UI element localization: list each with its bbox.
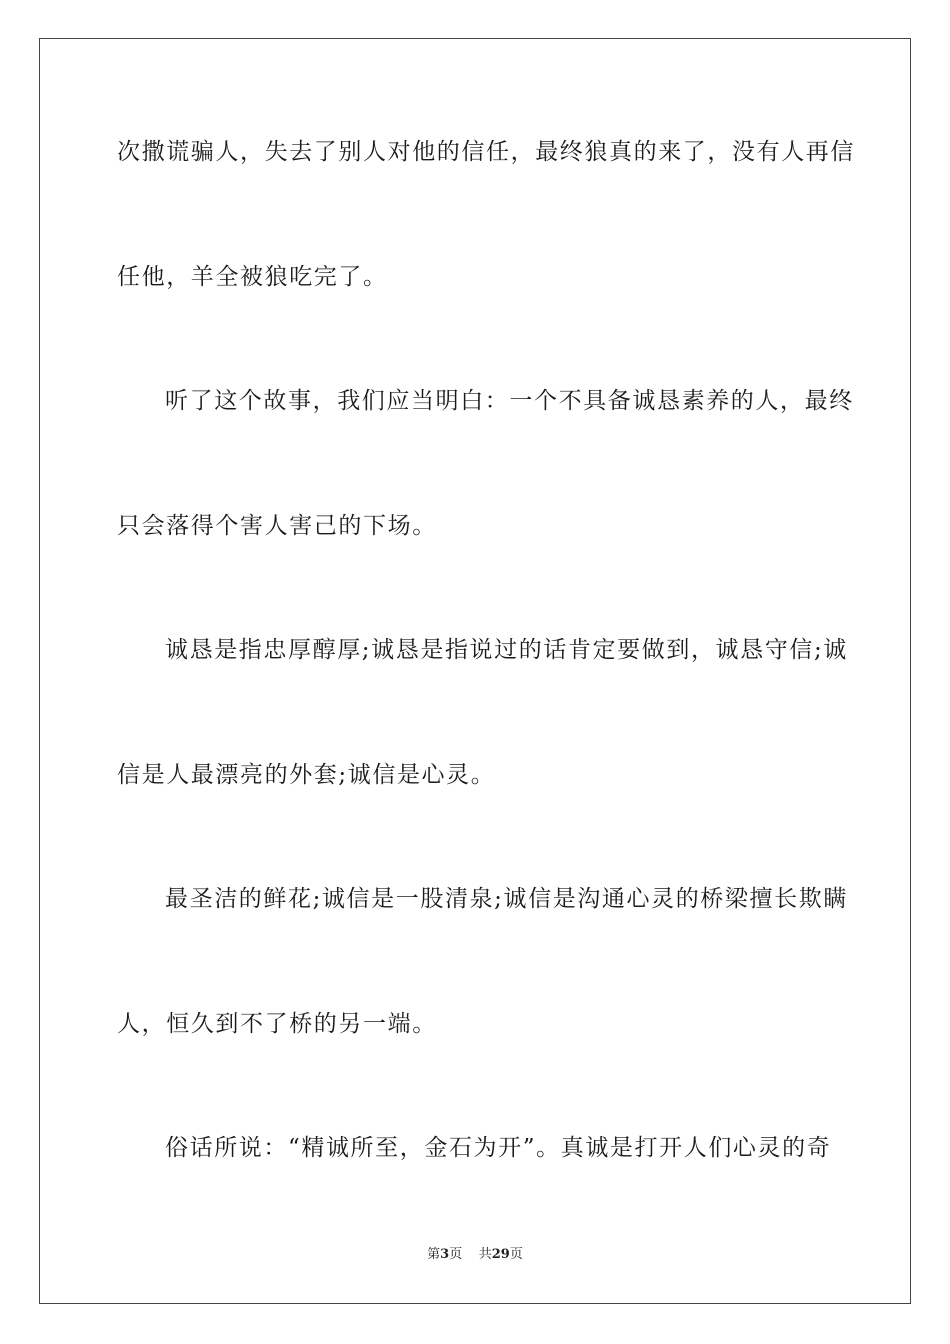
page-number: 3 — [440, 1247, 450, 1262]
total-suffix: 页 — [509, 1247, 523, 1262]
page-prefix: 第 — [427, 1247, 441, 1262]
text-line-7: 最圣洁的鲜花;诚信是一股清泉;诚信是沟通心灵的桥梁擅长欺瞒 — [165, 886, 848, 912]
page-border — [39, 38, 911, 1304]
text-line-4: 只会落得个害人害己的下场。 — [117, 513, 437, 539]
text-line-3: 听了这个故事，我们应当明白：一个不具备诚恳素养的人，最终 — [165, 388, 854, 414]
text-line-5: 诚恳是指忠厚醇厚;诚恳是指说过的话肯定要做到，诚恳守信;诚 — [165, 637, 848, 663]
total-prefix: 共 — [478, 1247, 492, 1262]
text-line-1: 次撒谎骗人，失去了别人对他的信任，最终狼真的来了，没有人再信 — [117, 139, 855, 165]
page-suffix: 页 — [449, 1247, 463, 1262]
page-footer — [0, 1246, 950, 1264]
text-line-9: 俗话所说：“精诚所至，金石为开”。真诚是打开人们心灵的奇 — [165, 1135, 832, 1161]
total-pages: 29 — [491, 1247, 510, 1262]
text-line-8: 人，恒久到不了桥的另一端。 — [117, 1011, 437, 1037]
text-line-6: 信是人最漂亮的外套;诚信是心灵。 — [117, 762, 496, 788]
text-line-2: 任他，羊全被狼吃完了。 — [117, 264, 388, 290]
